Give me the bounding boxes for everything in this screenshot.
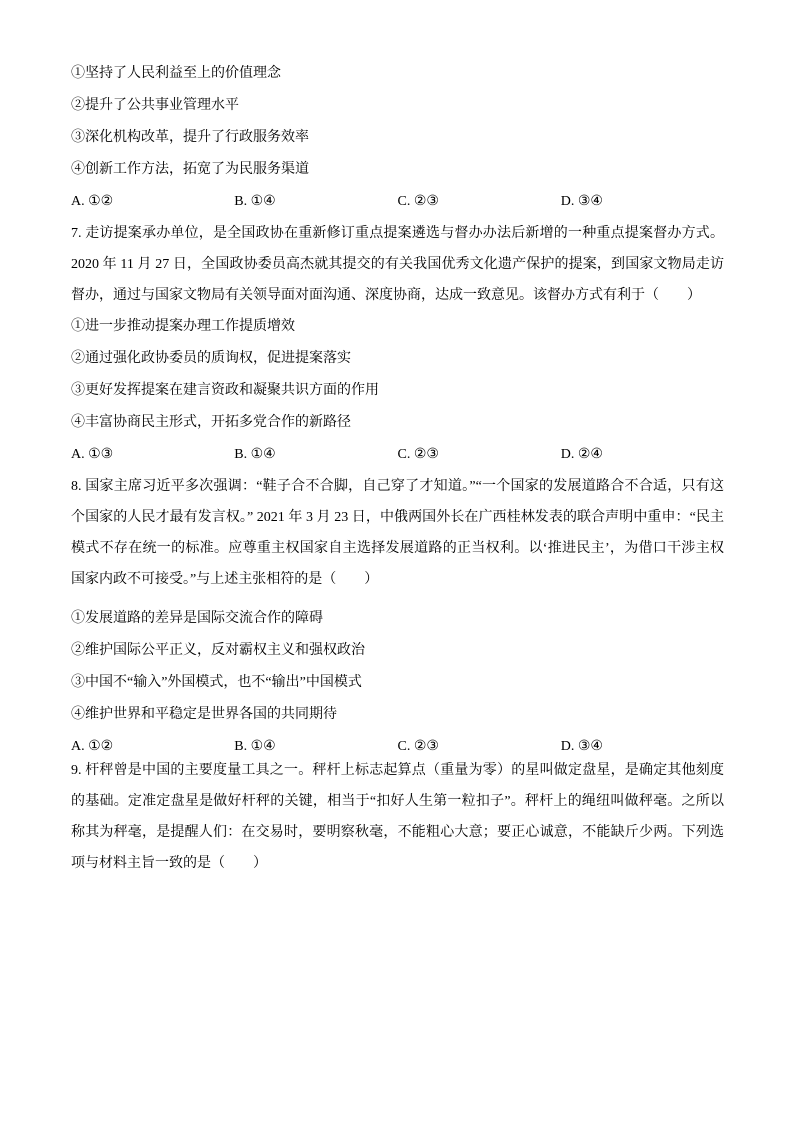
question-7-answer-row <box>71 439 724 471</box>
question-7-choice-c: C. ②③ <box>397 447 439 462</box>
question-9-block <box>71 755 724 879</box>
question-7-choice-b: B. ①④ <box>234 447 276 462</box>
question-7-option-4: ④丰富协商民主形式，开拓多党合作的新路径 <box>71 415 351 430</box>
question-7-block <box>71 218 724 471</box>
question-7-choice-d: D. ②④ <box>560 447 603 462</box>
question-6-option-3: ③深化机构改革，提升了行政服务效率 <box>71 130 309 145</box>
question-6-choice-b: B. ①④ <box>234 194 276 209</box>
question-7-option-1: ①进一步推动提案办理工作提质增效 <box>71 319 295 334</box>
question-8-block <box>71 471 724 763</box>
question-6-choice-a: A. ①② <box>71 194 114 209</box>
question-6-option-4: ④创新工作方法，拓宽了为民服务渠道 <box>71 162 309 177</box>
question-7-stem: 7. 走访提案承办单位，是全国政协在重新修订重点提案遴选与督办办法后新增的一种重点提案督办方式。2020 年 11 月 27 日，全国政协委员高杰就其提交的有关我国优秀文化遗产保护的提案，到国家文物局走访督办，通过与国家文物局有关领导面对面沟通、深度协商，达成一致意见。该督办方式有利于（ ） <box>71 226 724 303</box>
question-8-options <box>71 603 724 763</box>
question-8-choice-a: A. ①② <box>71 739 114 754</box>
question-8-choice-c: C. ②③ <box>397 739 439 754</box>
question-8-option-3: ③中国不“输入”外国模式，也不“输出”中国模式 <box>71 675 362 690</box>
question-6-options-block <box>71 58 724 218</box>
question-8-stem: 8. 国家主席习近平多次强调：“鞋子合不合脚，自己穿了才知道。”“一个国家的发展道路合不合适，只有这个国家的人民才最有发言权。” 2021 年 3 月 23 日，中俄两国外长在广西桂林发表的联合声明中重申：“民主模式不存在统一的标准。应尊重主权国家自主选择发展道路的正当权利。以‘推进民主’，为借口干涉主权国家内政不可接受。”与上述主张相符的是（ ） <box>71 479 724 587</box>
question-8-option-2: ②维护国际公平正义，反对霸权主义和强权政治 <box>71 643 365 658</box>
question-8-option-4: ④维护世界和平稳定是世界各国的共同期待 <box>71 707 337 722</box>
question-6-option-2: ②提升了公共事业管理水平 <box>71 98 239 113</box>
question-8-choice-d: D. ③④ <box>560 739 603 754</box>
question-8-option-1: ①发展道路的差异是国际交流合作的障碍 <box>71 611 323 626</box>
question-8-choice-b: B. ①④ <box>234 739 276 754</box>
question-7-option-3: ③更好发挥提案在建言资政和凝聚共识方面的作用 <box>71 383 379 398</box>
question-6-choice-c: C. ②③ <box>397 194 439 209</box>
question-6-option-1: ①坚持了人民利益至上的价值理念 <box>71 66 281 81</box>
question-9-stem: 9. 杆秤曾是中国的主要度量工具之一。秤杆上标志起算点（重量为零）的星叫做定盘星，是确定其他刻度的基础。定准定盘星是做好杆秤的关键，相当于“扣好人生第一粒扣子”。秤杆上的绳纽叫做秤毫。之所以称其为秤毫，是提醒人们：在交易时，要明察秋毫，不能粗心大意；要正心诚意，不能缺斤少两。下列选项与材料主旨一致的是（ ） <box>71 763 724 871</box>
question-6-answer-row <box>71 186 724 218</box>
question-6-choice-d: D. ③④ <box>560 194 603 209</box>
question-7-option-2: ②通过强化政协委员的质询权，促进提案落实 <box>71 351 351 366</box>
question-7-choice-a: A. ①③ <box>71 447 114 462</box>
